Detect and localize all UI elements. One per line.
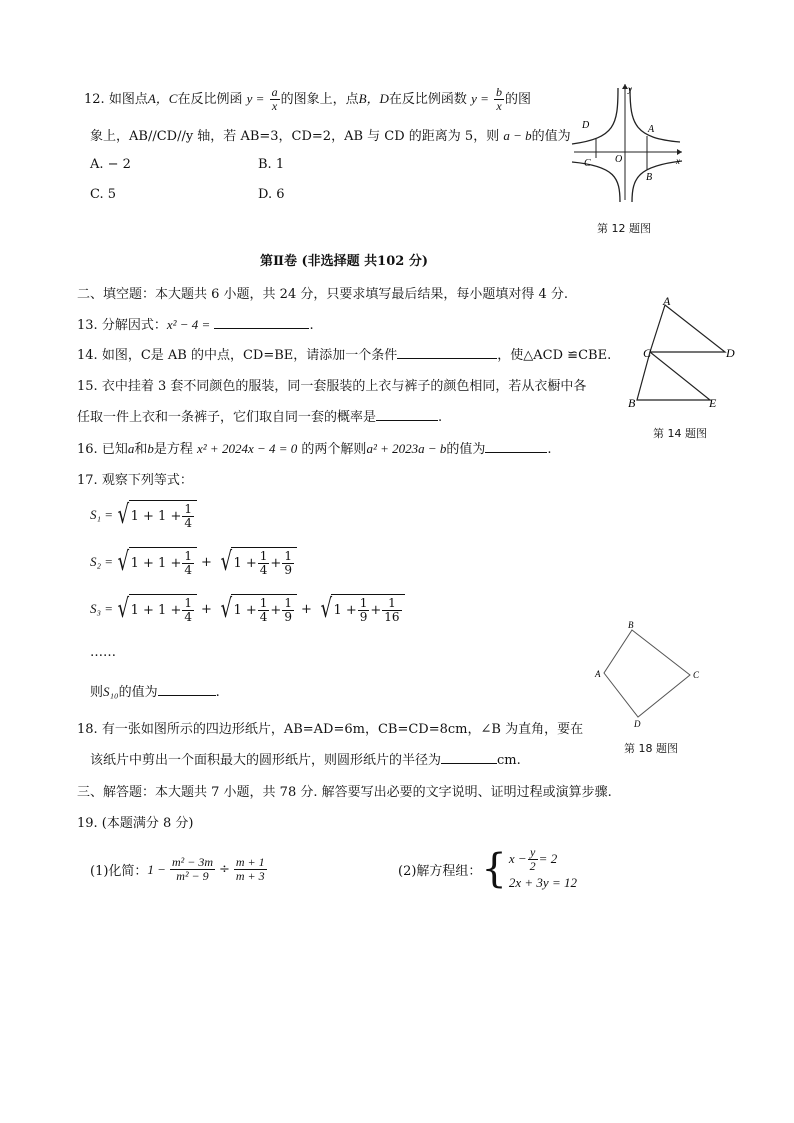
q12-text-1: 如图点 [108,92,148,107]
q19-part1-label: (1)化简： [90,864,148,879]
q18-line1 [77,718,583,737]
q12-a-minus-b: a − b [503,128,532,143]
q12-y-eq-b: y = [471,91,489,106]
q17-s3: S₃ = √ 1 + 1 + $\frac{1}{4}$ + √ 1 + $\frac{1}{4}$ + $\frac{1}{9}$ + √ 1 + $\frac{1}{9}$ + $\frac{1}{16}$ [90,594,405,624]
q17-s1-root: √ 1 + 1 + $\frac{1}{4}$ [115,500,197,530]
q18-label-a: A [595,669,601,679]
q18-answer-blank[interactable] [441,751,497,764]
q12-line2 [90,125,571,144]
q13-number: 13. [77,318,98,333]
q13-text: 分解因式： [101,318,167,333]
q18-label-d: D [634,719,641,729]
q13 [77,314,314,333]
q13-expression: x² − 4 = [166,317,211,332]
q14-label-c: C [643,346,652,360]
q14-label-d: D [726,346,735,360]
q12-caption: 第 12 题图 [597,222,651,235]
q12-y-eq-a: y = [246,91,265,106]
q17-s3-root-1: √ 1 + 1 + $\frac{1}{4}$ [115,594,197,624]
q19-part2-label: (2)解方程组： [398,863,482,879]
q14-text: 如图，C是 AB 的中点，CD=BE，请添加一个条件 [101,348,398,363]
q12-option-b: B. 1 [258,157,285,172]
q17-s3-root-2: √ 1 + $\frac{1}{4}$ + $\frac{1}{9}$ [218,594,297,624]
q12-fraction-b-over-x: $\frac{b}{x}$ [496,85,503,113]
q14-answer-blank[interactable] [397,346,497,359]
solve-instructions: 三、解答题：本大题共 7 小题，共 78 分. 解答要写出必要的文字说明、证明过程或演算步骤. [77,785,612,800]
q12-curve-b-q4 [632,161,682,202]
q17-s2-root-1: √ 1 + 1 + $\frac{1}{4}$ [115,547,197,577]
q14-label-b: B [628,396,636,410]
q17-s2-root-2: √ 1 + $\frac{1}{4}$ + $\frac{1}{9}$ [218,547,297,577]
q12-label-y: y [628,84,632,94]
q18-label-c: C [693,670,700,680]
q17-s3-root-3: √ 1 + $\frac{1}{9}$ + $\frac{1}{16}$ [318,594,405,624]
q19-fraction-1: $\frac{\text{m² − 3m}}{\text{m² − 9}}$ [171,855,213,883]
q12-condition: 象上，AB//CD//y 轴，若 AB=3，CD=2，AB 与 CD 的距离为 5，则 [90,129,500,144]
q16-number: 16. [77,442,98,457]
q15-text-2: 任取一件上衣和一条裤子，它们取自同一套的概率是 [77,410,377,425]
q16-end: . [547,442,552,457]
q16-text-2: 和 [134,442,148,457]
q16-a: a [127,441,135,456]
q15-number: 15. [77,379,98,394]
q18-caption: 第 18 题图 [624,742,678,755]
q14-label-e: E [709,396,717,410]
q19-equation-1: x − $\frac{y}{2}$ = 2 [508,844,558,873]
q12-text-6: 的值为 [531,129,571,144]
q17-s3-label: S₃ = [90,601,114,616]
q18-figure [590,620,710,730]
q19-equation-2: 2x + 3y = 12 [508,875,577,890]
q12-points-ac: A，C [147,91,178,106]
q12-curve-a-q3 [572,162,620,202]
q12-text-2: 在反比例函 [177,92,243,107]
q12-label-d: D [582,120,590,131]
q12-text-4: 在反比例函数 [388,92,467,107]
fill-blank-instructions: 二、填空题：本大题共 6 小题，共 24 分，只要求填写最后结果，每小题填对得 4 分. [77,287,569,302]
q14-number: 14. [77,348,98,363]
q15-answer-blank[interactable] [376,408,438,421]
q17-ask-text: 则 [90,685,104,700]
q15-line1 [77,375,586,394]
q16-expression: a² + 2023a − b [366,441,447,456]
q12-figure [570,80,685,205]
q14-end: ，使△ACD ≌CBE. [497,348,612,363]
q15-line2 [77,406,442,425]
q16 [77,438,552,457]
q17-text: 观察下列等式： [101,473,193,488]
q19-one-minus: 1 − [147,861,166,877]
q19-title: 19. (本题满分 8 分) [77,816,194,831]
part2-title: 第Ⅱ卷 (非选择题 共102 分) [260,254,428,269]
q14-triangle-acd [650,305,725,352]
q13-end: . [309,318,314,333]
q17-s1-term: 1 + 1 + [130,509,182,524]
q14-caption: 第 14 题图 [653,427,707,440]
q12-number: 12. [84,92,105,107]
q19-part2 [398,845,577,893]
q19-fraction-2: $\frac{m + 1}{m + 3}$ [235,855,265,883]
q12-label-x: x [676,156,680,166]
q17-end: . [215,685,220,700]
q16-b: b [147,441,154,456]
q12-label-o: O [615,154,623,165]
q12-curve-b-q2 [572,88,618,144]
q18-text-1: 有一张如图所示的四边形纸片，AB=AD=6m，CB=CD=8cm，∠B 为直角，要在 [101,722,584,737]
q15-end: . [438,410,443,425]
q17-number: 17. [77,473,98,488]
q12-fraction-a-over-x: $\frac{a}{x}$ [271,85,278,113]
q12-text-5: 的图 [505,92,532,107]
q19-divide: ÷ [218,862,230,877]
q16-text-3: 是方程 [153,442,193,457]
q12-x-arrow [677,149,682,155]
q19-system [509,845,577,893]
q16-equation: x² + 2024x − 4 = 0 [197,441,298,456]
q16-text-1: 已知 [101,442,128,457]
q17-title [77,469,193,488]
q17-s10: S₁₀ [103,684,119,699]
q16-text-4: 的两个解则 [301,442,367,457]
q12-option-d: D. 6 [258,187,285,202]
q19-part1 [90,856,268,883]
q17-s2-label: S₂ = [90,554,114,569]
q18-text-2: 该纸片中剪出一个面积最大的圆形纸片，则圆形纸片的半径为 [90,753,442,768]
q18-line2 [90,749,521,768]
q16-text-5: 的值为 [446,442,486,457]
q17-s1-frac: $\frac{1}{4}$ [184,502,192,530]
q18-quadrilateral [604,630,690,717]
q12-points-bd: B，D [358,91,389,106]
q12-curve-a-q1 [630,88,680,142]
q12-label-a: A [648,124,655,135]
q19-system-brace: { [481,846,507,892]
q15-text-1: 衣中挂着 3 套不同颜色的服装，同一套服装的上衣与裤子的颜色相同，若从衣橱中各 [101,379,587,394]
q14-label-a: A [663,295,671,308]
q12-label-c: C [584,158,591,169]
q17-s1 [90,500,197,530]
q18-number: 18. [77,722,98,737]
q17-s1-label: S₁ = [90,507,114,522]
q18-label-b: B [628,620,634,630]
q17-answer-blank[interactable] [158,683,216,696]
q18-unit: cm. [497,753,521,768]
q12-line1 [84,86,531,113]
q16-answer-blank[interactable] [485,440,547,453]
q12-text-3: 的图象上，点 [280,92,359,107]
q14 [77,344,611,363]
q17-s2: S₂ = √ 1 + 1 + $\frac{1}{4}$ + √ 1 + $\frac{1}{4}$ + $\frac{1}{9}$ [90,547,297,577]
q12-option-c: C. 5 [90,187,117,202]
q13-answer-blank[interactable] [214,316,309,329]
q17-ellipsis: …… [90,645,116,660]
q17-ask [90,681,220,700]
q12-option-a: A. − 2 [90,157,131,172]
q12-label-b: B [646,172,653,183]
q17-ask-text-2: 的值为 [118,685,158,700]
q14-figure [625,295,745,410]
